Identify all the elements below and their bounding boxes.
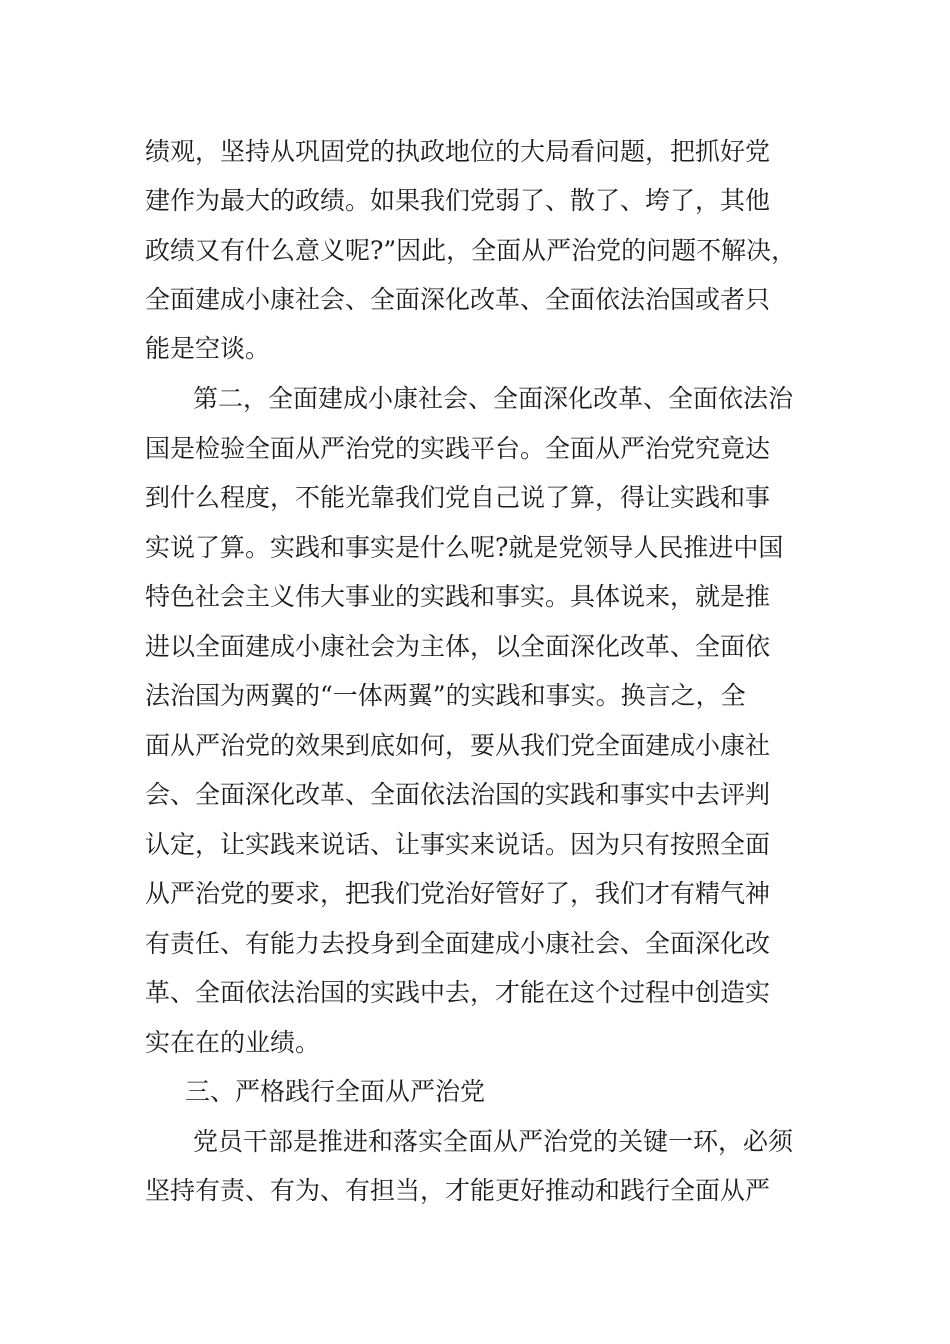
text-line-5: 能是空谈。 bbox=[145, 334, 271, 363]
text-line-14: 会、全面深化改革、全面依法治国的实践和事实中去评判 bbox=[145, 780, 771, 809]
text-line-11: 进以全面建成小康社会为主体，以全面深化改革、全面依 bbox=[145, 632, 771, 661]
paragraph-3-first-line: 党员干部是推进和落实全面从严治党的关键一环，必须 bbox=[193, 1127, 794, 1156]
text-line-9: 实说了算。实践和事实是什么呢?就是党领导人民推进中国 bbox=[145, 533, 784, 562]
text-line-13: 面从严治党的效果到底如何，要从我们党全面建成小康社 bbox=[145, 731, 771, 760]
text-line-19: 实在在的业绩。 bbox=[145, 1028, 321, 1057]
text-line-1: 绩观，坚持从巩固党的执政地位的大局看问题，把抓好党 bbox=[145, 137, 771, 166]
text-line-12: 法治国为两翼的“一体两翼”的实践和事实。换言之，全 bbox=[145, 681, 746, 710]
text-line-3: 政绩又有什么意义呢?”因此，全面从严治党的问题不解决， bbox=[145, 236, 797, 265]
text-line-8: 到什么程度，不能光靠我们党自己说了算，得让实践和事 bbox=[145, 483, 771, 512]
text-line-7: 国是检验全面从严治党的实践平台。全面从严治党究竟达 bbox=[145, 434, 771, 463]
section-heading: 三、严格践行全面从严治党 bbox=[185, 1077, 486, 1106]
text-line-22: 坚持有责、有为、有担当，才能更好推动和践行全面从严 bbox=[145, 1176, 771, 1205]
text-line-4: 全面建成小康社会、全面深化改革、全面依法治国或者只 bbox=[145, 285, 771, 314]
text-line-16: 从严治党的要求，把我们党治好管好了，我们才有精气神 bbox=[145, 879, 771, 908]
paragraph-2-first-line: 第二，全面建成小康社会、全面深化改革、全面依法治 bbox=[193, 384, 794, 413]
text-line-15: 认定，让实践来说话、让事实来说话。因为只有按照全面 bbox=[145, 830, 771, 859]
text-line-2: 建作为最大的政绩。如果我们党弱了、散了、垮了，其他 bbox=[145, 186, 771, 215]
text-line-17: 有责任、有能力去投身到全面建成小康社会、全面深化改 bbox=[145, 929, 771, 958]
text-line-10: 特色社会主义伟大事业的实践和事实。具体说来，就是推 bbox=[145, 582, 771, 611]
text-line-18: 革、全面依法治国的实践中去，才能在这个过程中创造实 bbox=[145, 978, 771, 1007]
